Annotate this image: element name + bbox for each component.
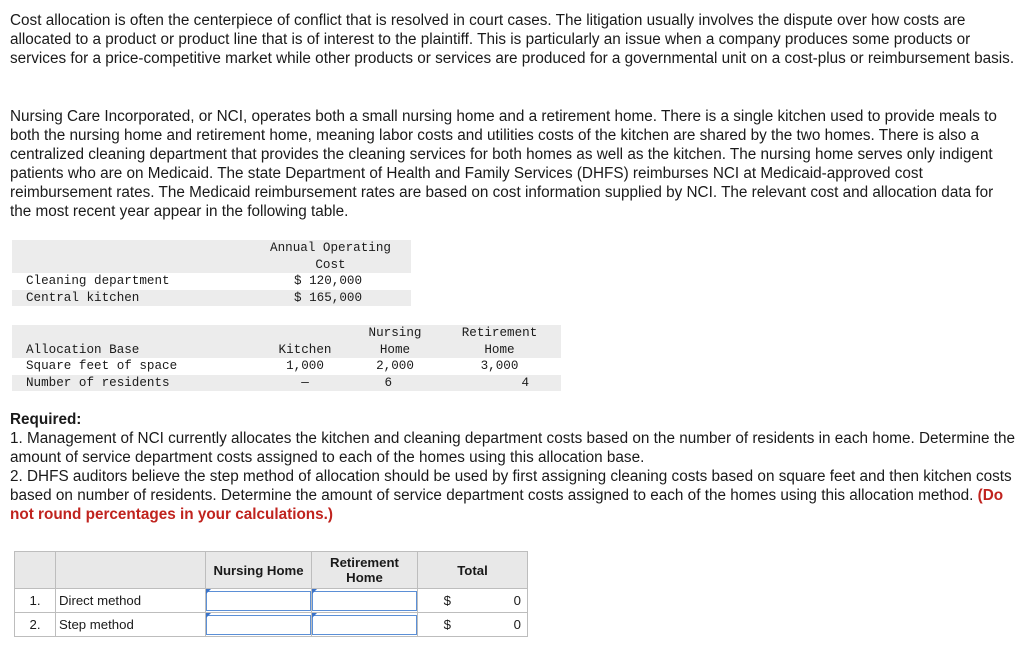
cost-value: $ 165,000 [294, 290, 363, 305]
step-retirement-input[interactable] [312, 615, 417, 635]
col-retire-line2: Home [484, 342, 515, 357]
question-2: 2. DHFS auditors believe the step method of allocation should be used by first assigning cleaning costs based on square feet and then kitchen costs based on number of residents. Determine the amount of service department costs assigned to each of the homes using this allocation method. (Do not round percentages in your calculations.) [10, 468, 1012, 523]
table-row [12, 273, 411, 290]
cost-value: $ 120,000 [294, 274, 363, 288]
col-kitchen: Kitchen [278, 342, 332, 357]
table-row [15, 613, 528, 637]
row-number: 2. [15, 613, 56, 637]
cost-label: Cleaning department [26, 274, 170, 288]
col-allocation-base: Allocation Base [26, 342, 140, 357]
answer-header-row [15, 552, 528, 589]
nursing-value: 6 [384, 375, 392, 390]
cost-header-line1: Annual Operating [270, 241, 391, 255]
operating-cost-table [12, 240, 411, 306]
currency-symbol: $ [418, 589, 455, 613]
rounding-note: (Do not round percentages in your calculations.) [10, 487, 1004, 523]
col-nursing-line2: Home [379, 342, 411, 357]
input-flag-icon [312, 613, 317, 618]
table-row [12, 290, 411, 307]
col-retire-line1: Retirement [461, 326, 538, 340]
table-row [15, 589, 528, 613]
row-label: Step method [56, 613, 206, 637]
input-flag-icon [206, 613, 211, 618]
cost-header-line2: Cost [315, 257, 346, 272]
direct-retirement-input[interactable] [312, 591, 417, 611]
step-nursing-input[interactable] [206, 615, 311, 635]
direct-total-value: 0 [454, 589, 528, 613]
input-flag-icon [312, 589, 317, 594]
row-label: Number of residents [26, 375, 170, 390]
answer-table [14, 551, 528, 637]
cost-label: Central kitchen [26, 290, 140, 305]
allocation-header-row [12, 342, 561, 359]
intro-paragraph-2: Nursing Care Incorporated, or NCI, operates both a small nursing home and a retirement home. There is a single kitchen used to provide meals to both the nursing home and retirement home, meaning labor costs and utilities costs of the kitchen are shared by the two homes. There is also a centralized cleaning department that provides the cleaning services for both homes as well as the kitchen. The nursing home serves only indigent patients who are on Medicaid. The state Department of Health and Family Services (DHFS) reimburses NCI at Medicaid-approved cost reimbursement rates. The Medicaid reimbursement rates are based on cost information supplied by NCI. The relevant cost and allocation data for the most recent year appear in the following table. [10, 108, 997, 220]
direct-nursing-input[interactable] [206, 591, 311, 611]
currency-symbol: $ [418, 613, 455, 637]
col-nursing-line1: Nursing [368, 326, 422, 340]
kitchen-value: — [301, 375, 309, 390]
retire-value: 4 [521, 375, 529, 390]
required-heading: Required: [10, 411, 82, 428]
intro-paragraph-1: Cost allocation is often the centerpiece of conflict that is resolved in court cases. The litigation usually involves the dispute over how costs are allocated to a product or product line that is of interest to the plaintiff. This is particularly an issue when a company produces some products or services for a price-competitive market while other products or services are produced for a governmental unit on a cost-plus or reimbursement basis. [10, 12, 1015, 67]
question-1: 1. Management of NCI currently allocates the kitchen and cleaning department costs based on the number of residents in each home. Determine the amount of service department costs assigned to each of the homes using this allocation base. [10, 430, 1016, 466]
required-section [10, 410, 1020, 524]
step-total-value: 0 [454, 613, 528, 637]
row-label: Direct method [56, 589, 206, 613]
cost-table-header-row [12, 240, 411, 257]
col-nursing-home: Nursing Home [206, 552, 312, 589]
row-number: 1. [15, 589, 56, 613]
row-label: Square feet of space [26, 359, 178, 373]
table-row [12, 375, 561, 392]
retire-value: 3,000 [480, 359, 519, 373]
table-row [12, 358, 561, 375]
col-total: Total [418, 552, 528, 589]
input-flag-icon [206, 589, 211, 594]
nursing-value: 2,000 [376, 359, 414, 373]
allocation-base-table [12, 325, 561, 391]
col-retirement-home: Retirement Home [312, 552, 418, 589]
kitchen-value: 1,000 [286, 359, 324, 373]
